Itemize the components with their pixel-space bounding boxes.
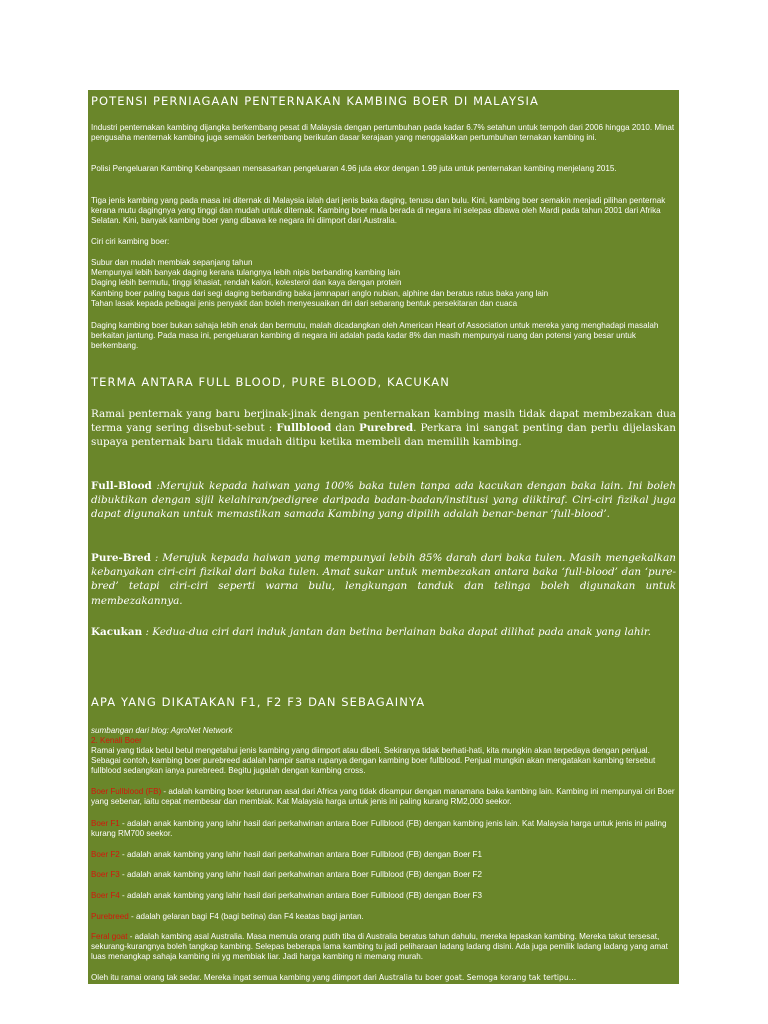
fullblood-term: Fullblood <box>276 422 332 435</box>
boer-type-term: Boer F4 <box>91 891 120 900</box>
boer-type-term: Boer F2 <box>91 850 120 859</box>
definition-term: Full-Blood <box>91 480 152 492</box>
section-title-potensi: POTENSI PERNIAGAAN PENTERNAKAN KAMBING BOER DI MALAYSIA <box>91 94 539 108</box>
intro-text: dan <box>331 422 360 435</box>
boer-type-item <box>91 850 676 860</box>
boer-type-text: - adalah anak kambing yang lahir hasil dari perkahwinan antara Boer Fullblood (FB) dengan kambing jenis lain. Kat Malaysia harga untuk jenis ini paling kurang RM700 seekor. <box>91 819 667 839</box>
boer-type-item <box>91 870 676 880</box>
boer-type-term: Boer F1 <box>91 819 120 828</box>
closing-text-tail: Australia tu boer goat. Semoga korang tak tertipu… <box>378 973 577 982</box>
definition-kacukan <box>91 625 676 639</box>
paragraph-daging: Daging kambing boer bukan sahaja lebih enak dan bermutu, malah dicadangkan oleh American Heart of Association untuk mereka yang menghadapi masalah berkaitan jantung. Pada masa ini, pengeluaran kambing di negara ini adalah pada kadar 8% dan masih mempunyai ruang dan potensi yang besar untuk berkembang. <box>91 321 659 351</box>
boer-type-item <box>91 912 676 922</box>
paragraph-tiga-jenis: Tiga jenis kambing yang pada masa ini diternak di Malaysia ialah dari jenis baka daging, tenusu dan bulu. Kini, kambing boer semakin menjadi pilihan penternak kerana mutu dagingnya yang tinggi dan mudah untuk diternak. Kambing boer mula berada di negara ini selepas dibawa oleh Mardi pada tahun 2001 dari Afrika Selatan. Kini, banyak kambing boer yang dibawa ke negara ini diimport dari Australia. <box>91 196 666 226</box>
boer-type-term: Boer Fullblood (FB) <box>91 787 162 796</box>
boer-type-term: Feral goat <box>91 932 128 941</box>
boer-type-item <box>91 932 676 963</box>
definition-term: Pure-Bred <box>91 552 151 564</box>
paragraph-closing <box>91 973 676 983</box>
definition-full-blood <box>91 479 676 522</box>
boer-type-term: Boer F3 <box>91 870 120 879</box>
boer-type-text: - adalah kambing asal Australia. Masa memula orang putih tiba di Australia beratus tahun dahulu, mereka lepaskan kambing. Mereka takut tersesat, sekurang-kurangnya boleh tangkap kambing. Selepas beberapa lama kambing tu jadi peliharaan ladang ladang disini. Ada juga pemilik ladang ladang yang amat luas menangkap sahaja kambing ini yg membiak liar. Jadi harga kambing ni memang murah. <box>91 932 668 962</box>
section-title-terma: TERMA ANTARA FULL BLOOD, PURE BLOOD, KACUKAN <box>91 375 450 389</box>
boer-type-item <box>91 787 676 807</box>
intro-text: . Perkara ini sangat penting dan perlu dijelaskan supaya penternak baru tidak mudah ditipu ketika membeli dan memilih kambing. <box>91 422 676 449</box>
ciri-item: Subur dan mudah membiak sepanjang tahun <box>91 258 253 267</box>
definition-text: : Merujuk kepada haiwan yang mempunyai lebih 85% darah dari baka tulen. Masih mengekalkan kebanyakan ciri-ciri fizikal dari baka tulen. Amat sukar untuk membezakan antara baka ‘full-blood’ dan ‘pure-bred’ tetapi ciri-ciri seperti warna bulu, lengkungan tanduk dan telinga boleh digunakan untuk membezakannya. <box>91 552 676 607</box>
definition-pure-bred <box>91 551 676 608</box>
source-note: sumbangan dari blog: AgroNet Network <box>91 726 233 735</box>
boer-type-text: - adalah gelaran bagi F4 (bagi betina) dan F4 keatas bagi jantan. <box>128 912 364 921</box>
subheading-kenali-boer: 2. Kenali Boer <box>91 736 142 745</box>
definition-term: Kacukan <box>91 626 143 638</box>
ciri-item: Daging lebih bermutu, tinggi khasiat, rendah kalori, kolesterol dan kaya dengan protein <box>91 278 402 288</box>
boer-type-term: Purebreed <box>91 912 129 921</box>
closing-text: Oleh itu ramai orang tak sedar. Mereka ingat semua kambing yang diimport dari <box>91 973 379 982</box>
section-title-f1-f2: APA YANG DIKATAKAN F1, F2 F3 DAN SEBAGAINYA <box>91 695 426 709</box>
article-panel <box>88 90 679 984</box>
purebred-term: Purebred <box>359 422 414 435</box>
boer-type-text: - adalah kambing boer keturunan asal dari Africa yang tidak dicampur dengan manamana baka kambing lain. Kambing ini mempunyai ciri Boer yang sebenar, iaitu cepat membesar dan membiak. Kat Malaysia harga untuk jenis ini paling kurang RM2,000 seekor. <box>91 787 675 807</box>
boer-type-text: - adalah anak kambing yang lahir hasil dari perkahwinan antara Boer Fullblood (FB) dengan Boer F2 <box>119 870 482 879</box>
paragraph-polisi: Polisi Pengeluaran Kambing Kebangsaan mensasarkan pengeluaran 4.96 juta ekor dengan 1.99 juta untuk penternakan kambing menjelang 2015. <box>91 164 617 173</box>
ciri-item: Tahan lasak kepada pelbagai jenis penyakit dan boleh menyesuaikan diri dari sebarang bentuk persekitaran dan cuaca <box>91 298 518 308</box>
paragraph-terma-intro <box>91 407 676 450</box>
boer-type-item <box>91 819 676 839</box>
paragraph-industri: Industri penternakan kambing dijangka berkembang pesat di Malaysia dengan pertumbuhan pada kadar 6.7% setahun untuk tempoh dari 2006 hingga 2010. Minat pengusaha menternak kambing juga semakin berkembang berikutan dasar kerajaan yang menggalakkan pertumbuhan ternakan kambing ini. <box>91 123 675 143</box>
boer-type-text: - adalah anak kambing yang lahir hasil dari perkahwinan antara Boer Fullblood (FB) dengan Boer F3 <box>119 891 482 900</box>
ciri-heading: Ciri ciri kambing boer: <box>91 237 170 246</box>
definition-text: : Kedua-dua ciri dari induk jantan dan betina berlainan baka dapat dilihat pada anak yang lahir. <box>142 626 652 638</box>
ciri-item: Mempunyai lebih banyak daging kerana tulangnya lebih nipis berbanding kambing lain <box>91 268 401 278</box>
boer-type-item <box>91 891 676 901</box>
ciri-item: Kambing boer paling bagus dari segi daging berbanding baka jamnapari anglo nubian, alphine dan beratus ratus baka yang lain <box>91 288 549 298</box>
boer-type-text: - adalah anak kambing yang lahir hasil dari perkahwinan antara Boer Fullblood (FB) dengan Boer F1 <box>119 850 482 859</box>
paragraph-ramai: Ramai yang tidak betul betul mengetahui jenis kambing yang diimport atau dibeli. Sekiranya tidak berhati-hati, kita mungkin akan terpedaya dengan penjual. Sebagai contoh, kambing boer purebreed adalah hampir sama rupanya dengan kambing boer fullblood. Penjual mungkin akan mengatakan kambing tersebut fullblood sedangkan ianya purebreed. Begitu jugalah dengan kambing cross. <box>91 746 656 776</box>
intro-text: Ramai penternak yang baru berjinak-jinak dengan penternakan kambing masih tidak dapat membezakan dua terma yang sering disebut-sebut : <box>91 408 676 435</box>
ciri-list <box>91 258 676 309</box>
definition-text: :Merujuk kepada haiwan yang 100% baka tulen tanpa ada kacukan dengan baka lain. Ini boleh dibuktikan dengan sijil kelahiran/pedigree daripada badan-badan/institusi yang diiktiraf. Ciri-ciri fizikal juga dapat digunakan untuk memastikan samada Kambing yang dipilih adalah benar-benar ‘full-blood’. <box>91 480 676 521</box>
